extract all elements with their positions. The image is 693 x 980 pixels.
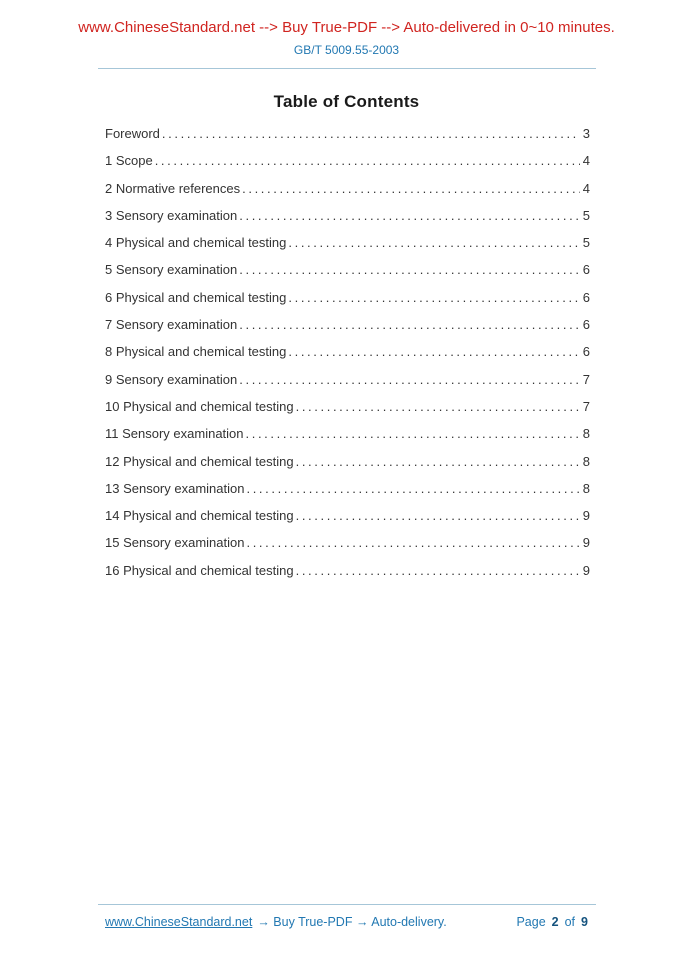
toc-entry[interactable] [105, 338, 590, 365]
toc-dot-leader [246, 475, 579, 502]
toc-dot-leader [239, 202, 580, 229]
toc-entry-page-number: 8 [582, 426, 590, 442]
toc-dot-leader [246, 420, 580, 447]
toc-entry-label: 1 Scope [105, 153, 153, 169]
toc-entry[interactable] [105, 311, 590, 338]
toc-entry[interactable] [105, 475, 590, 502]
toc-dot-leader [239, 366, 580, 393]
footer-promo-tail: → Buy True-PDF → Auto-delivery. [257, 915, 447, 929]
toc-entry-label: 11 Sensory examination [105, 426, 244, 442]
toc-entry-page-number: 9 [582, 562, 590, 578]
toc-entry-page-number: 9 [582, 535, 590, 551]
promo-banner-text: www.ChineseStandard.net --> Buy True-PDF --> Auto-delivered in 0~10 minutes. [78, 19, 615, 36]
toc-entry-page-number: 5 [582, 207, 590, 223]
page-title: Table of Contents [273, 92, 420, 111]
toc-entry[interactable] [105, 284, 590, 311]
toc-entry-label: 10 Physical and chemical testing [105, 398, 294, 414]
toc-entry-page-number: 7 [582, 371, 590, 387]
toc-entry-label: 4 Physical and chemical testing [105, 235, 287, 251]
toc-entry[interactable] [105, 147, 590, 174]
toc-entry[interactable] [105, 448, 590, 475]
toc-entry-label: 6 Physical and chemical testing [105, 289, 287, 305]
toc-dot-leader [288, 284, 579, 311]
total-page-number: 9 [581, 915, 588, 929]
page-label: Page [516, 915, 546, 929]
header-divider [98, 68, 596, 69]
toc-dot-leader [155, 147, 580, 174]
page-footer [0, 904, 693, 929]
toc-dot-leader [288, 338, 579, 365]
toc-entry[interactable] [105, 557, 590, 584]
toc-dot-leader [296, 393, 580, 420]
toc-entry-label: 5 Sensory examination [105, 262, 238, 278]
current-page-number: 2 [551, 915, 559, 929]
toc-entry-page-number: 8 [582, 453, 590, 469]
toc-entry-label: 14 Physical and chemical testing [105, 508, 294, 524]
toc-entry-page-number: 7 [582, 398, 590, 414]
toc-entry-page-number: 9 [582, 508, 590, 524]
toc-entry-page-number: 6 [582, 344, 590, 360]
toc-dot-leader [239, 311, 580, 338]
toc-entry-label: 16 Physical and chemical testing [105, 562, 294, 578]
toc-entry-label: 15 Sensory examination [105, 535, 245, 551]
toc-entry[interactable] [105, 202, 590, 229]
toc-entry-label: 13 Sensory examination [105, 480, 245, 496]
toc-dot-leader [296, 448, 580, 475]
toc-entry-label: 2 Normative references [105, 180, 241, 196]
page-indicator [516, 915, 588, 929]
toc-entry-label: 9 Sensory examination [105, 371, 238, 387]
toc-entry[interactable] [105, 420, 590, 447]
toc-entry-page-number: 6 [582, 262, 590, 278]
toc-dot-leader [296, 557, 580, 584]
toc-section [0, 92, 693, 584]
toc-list [105, 120, 590, 584]
toc-entry-page-number: 4 [582, 153, 590, 169]
toc-entry-page-number: 4 [582, 180, 590, 196]
footer-promo [105, 915, 447, 929]
toc-entry-page-number: 3 [582, 126, 590, 141]
toc-entry[interactable] [105, 120, 590, 147]
toc-dot-leader [242, 175, 580, 202]
toc-dot-leader [239, 256, 580, 283]
toc-entry-page-number: 8 [582, 480, 590, 496]
of-label: of [564, 915, 576, 929]
footer-divider [98, 904, 596, 905]
toc-dot-leader [162, 120, 580, 147]
toc-dot-leader [296, 502, 580, 529]
toc-entry[interactable] [105, 175, 590, 202]
toc-entry-label: 3 Sensory examination [105, 207, 238, 223]
toc-entry-label: 12 Physical and chemical testing [105, 453, 294, 469]
site-link[interactable]: www.ChineseStandard.net [105, 915, 253, 929]
toc-entry[interactable] [105, 256, 590, 283]
toc-entry[interactable] [105, 529, 590, 556]
toc-entry[interactable] [105, 502, 590, 529]
toc-entry[interactable] [105, 366, 590, 393]
standard-number: GB/T 5009.55-2003 [293, 43, 400, 57]
toc-dot-leader [246, 529, 579, 556]
toc-entry-label: Foreword [105, 126, 160, 141]
toc-entry-page-number: 6 [582, 317, 590, 333]
toc-dot-leader [288, 229, 579, 256]
toc-entry-page-number: 5 [582, 235, 590, 251]
toc-entry[interactable] [105, 229, 590, 256]
toc-entry-label: 7 Sensory examination [105, 317, 238, 333]
toc-entry[interactable] [105, 393, 590, 420]
page-header [0, 19, 693, 69]
toc-entry-label: 8 Physical and chemical testing [105, 344, 287, 360]
toc-entry-page-number: 6 [582, 289, 590, 305]
